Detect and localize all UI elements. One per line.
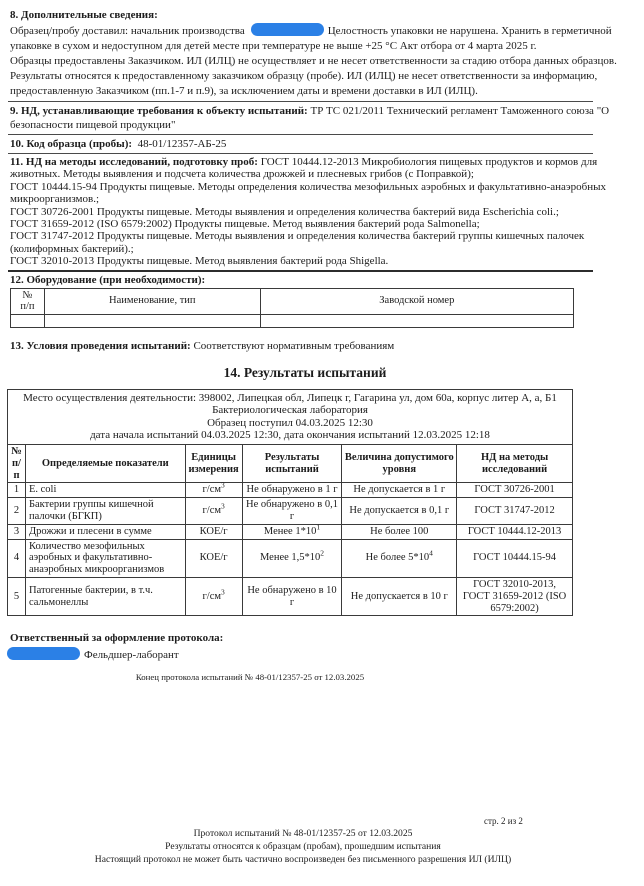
equipment-col-serial: Заводской номер: [260, 288, 573, 314]
section-9-text: ТР ТС 021/2011 Технический регламент Таможенного союза "О безопасности пищевой продукции": [10, 105, 610, 131]
results-row: 2 Бактерии группы кишечной палочки (БГКП) $г/см^3$ Не обнаружено в 0,1 г Не допускается в 0,1 г ГОСТ 31747-2012: [8, 498, 573, 525]
equipment-col-name: Наименование, тип: [44, 288, 260, 314]
equipment-empty-row: [11, 314, 574, 327]
equipment-header-row: [11, 288, 574, 314]
section-10-sample-code: [10, 137, 630, 151]
results-row: 5 Патогенные бактерии, в т.ч. сальмонеллы $г/см^3$ Не обнаружено в 10 г Не допускается в 10 г ГОСТ 32010-2013, ГОСТ 31659-2012 (ISO 6579:2002): [8, 578, 573, 616]
section-13-text: Соответствуют нормативным требованиям: [193, 339, 395, 352]
protocol-end-line: Конец протокола испытаний № 48-01/12357-25 от 12.03.2025: [135, 672, 365, 683]
equipment-col-num: № п/п: [11, 288, 45, 314]
divider-line: [8, 134, 593, 135]
results-info-row: [8, 389, 573, 444]
results-row: 4 Количество мезофильных аэробных и факультативно-анаэробных микроорганизмов КОЕ/г Менее $1,5*10^2$ Не более $5*10^4$ ГОСТ 10444.15-94: [8, 539, 573, 577]
col-num: № п/п: [8, 445, 26, 483]
gost-item: ГОСТ 30726-2001 Продукты пищевые. Методы выявления и определения количества бактерий вида Escherichia coli.;: [10, 205, 559, 218]
results-row: 1 E. coli $г/см^3$ Не обнаружено в 1 г Не допускается в 1 г ГОСТ 30726-2001: [8, 483, 573, 498]
footer-note: [0, 827, 606, 866]
empty-cell: [260, 314, 573, 327]
redacted-name-blob: [251, 23, 324, 36]
section-11-methods: [10, 156, 630, 268]
results-heading: 14. Результаты испытаний: [223, 364, 387, 380]
gost-item: ГОСТ 10444.12-2013 Микробиология пищевых продуктов и кормов для животных. Методы выявления и подсчета количества дрожжей и плесневых грибов (с Поправкой);: [10, 156, 598, 181]
signature-redaction-blob: [7, 647, 80, 660]
gost-item: ГОСТ 31659-2012 (ISO 6579:2002) Продукты пищевые. Метод выявления бактерий рода Salmonella;: [10, 218, 480, 231]
footer-line-results: Результаты относятся к образцам (пробам), прошедшим испытания: [165, 841, 441, 852]
col-indicator: Определяемые показатели: [25, 445, 185, 483]
results-header-row: [8, 445, 573, 483]
laboratory-line: Бактериологическая лаборатория: [212, 404, 368, 417]
section-12-label: 12. Оборудование (при необходимости):: [10, 273, 206, 286]
section-10-label: 10. Код образца (пробы):: [10, 138, 133, 150]
footer-line-protocol: Протокол испытаний № 48-01/12357-25 от 12.03.2025: [193, 828, 413, 839]
paragraph-customer-disclaimer: Образцы предоставлены Заказчиком. ИЛ (ИЛЦ) не осуществляет и не несет ответственности за стадию отбора данных образцов. Результаты относятся к предоставленному заказчиком образцу (пробе). ИЛ (ИЛЦ) не несет ответственности за информацию, предоставленную Заказчиком (пп.1-7 и п.9), за исключением даты и времени доставки в ИЛ (ИЛЦ).: [10, 55, 617, 97]
signer-role: Фельдшер-лаборант: [84, 649, 179, 662]
section-12-equipment: [10, 274, 630, 328]
section-13-conditions: [10, 339, 630, 353]
col-units: Единицы измерения: [185, 445, 242, 483]
results-info-cell: [8, 389, 573, 444]
footer-line-copyright: Настоящий протокол не может быть частично воспроизведен без письменного разрешения ИЛ (ИЛЦ): [94, 854, 512, 865]
gost-item: ГОСТ 10444.15-94 Продукты пищевые. Методы определения количества мезофильных аэробных и факультативно-анаэробных микроорганизмов.;: [10, 180, 607, 206]
section-11-label: 11. НД на методы исследований, подготовку проб:: [10, 156, 258, 168]
sample-received-line: Образец поступил 04.03.2025 12:30: [207, 416, 373, 429]
results-table: [7, 389, 573, 617]
divider-line: [8, 101, 593, 102]
signature-label: Ответственный за оформление протокола:: [10, 632, 224, 645]
col-allowed: Величина допустимого уровня: [342, 445, 457, 483]
gost-item: ГОСТ 31747-2012 Продукты пищевые. Методы выявления и определения количества бактерий группы кишечных палочек (колиформных бактерий).;: [10, 230, 585, 255]
page-number: стр. 2 из 2: [484, 816, 523, 826]
signer-row: [10, 647, 630, 663]
activity-place-line: Место осуществления деятельности: 398002, Липецкая обл, Липецк г, Гагарина ул, дом 60а, корпус литер А, а, Б1: [23, 391, 557, 404]
divider-line-thick: [8, 270, 593, 272]
section-8-additional-info: [10, 8, 630, 99]
empty-cell: [44, 314, 260, 327]
section-9-requirements: [10, 104, 630, 132]
section-13-label: 13. Условия проведения испытаний:: [10, 339, 191, 352]
test-dates-line: дата начала испытаний 04.03.2025 12:30, дата окончания испытаний 12.03.2025 12:18: [90, 429, 490, 442]
results-row: 3 Дрожжи и плесени в сумме КОЕ/г Менее $1*10^1$ Не более 100 ГОСТ 10444.12-2013: [8, 524, 573, 539]
section-8-title: 8. Дополнительные сведения:: [10, 9, 158, 21]
empty-cell: [11, 314, 45, 327]
signature-block: [10, 631, 630, 663]
equipment-table: [10, 288, 574, 328]
sample-code-value: 48-01/12357-АБ-25: [137, 138, 227, 150]
col-nd: НД на методы исследований: [457, 445, 573, 483]
section-9-label: 9. НД, устанавливающие требования к объекту испытаний:: [10, 105, 308, 117]
divider-line: [8, 153, 593, 154]
gost-item: ГОСТ 32010-2013 Продукты пищевые. Метод выявления бактерий рода Shigella.: [10, 255, 389, 268]
paragraph-sample-delivery: Образец/пробу доставил: начальник производства Целостность упаковки не нарушена. Хранить в герметичной упаковке в сухом и недоступном для детей месте при температуре не выше +25 °С Акт отбора от 4 марта 2025 г.: [10, 25, 612, 52]
col-results: Результаты испытаний: [242, 445, 342, 483]
